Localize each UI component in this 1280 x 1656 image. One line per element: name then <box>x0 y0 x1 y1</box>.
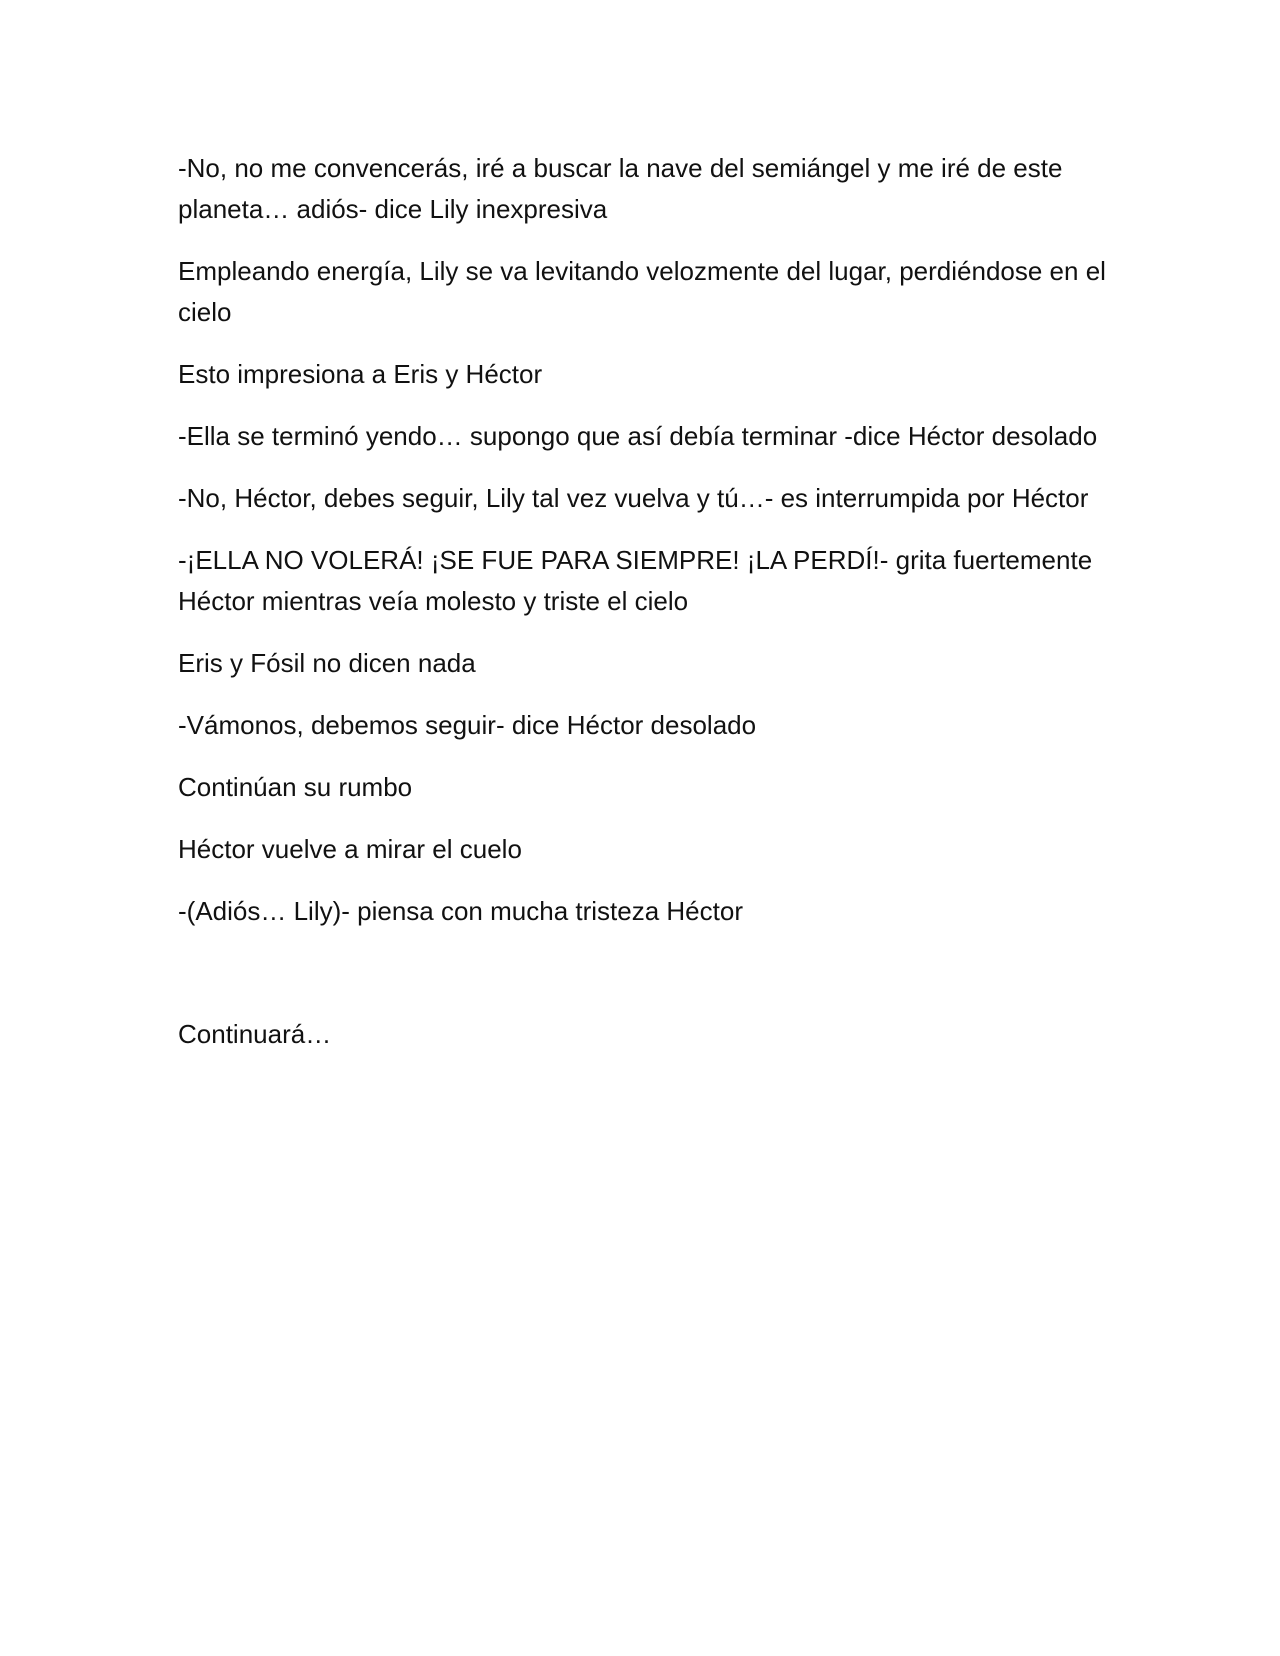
document-body <box>178 148 1118 1076</box>
paragraph: -¡ELLA NO VOLERÁ! ¡SE FUE PARA SIEMPRE! ¡LA PERDÍ!- grita fuertemente Héctor mientras veía molesto y triste el cielo <box>178 545 1093 616</box>
paragraph: Continúan su rumbo <box>178 772 413 802</box>
paragraph: Eris y Fósil no dicen nada <box>178 648 476 678</box>
paragraph: Empleando energía, Lily se va levitando velozmente del lugar, perdiéndose en el cielo <box>178 256 1106 327</box>
paragraph: -No, no me convencerás, iré a buscar la nave del semiángel y me iré de este planeta… adiós- dice Lily inexpresiva <box>178 153 1063 224</box>
paragraph: -Vámonos, debemos seguir- dice Héctor desolado <box>178 710 757 740</box>
paragraph: Esto impresiona a Eris y Héctor <box>178 359 543 389</box>
paragraph: -(Adiós… Lily)- piensa con mucha tristeza Héctor <box>178 896 743 926</box>
paragraph: -Ella se terminó yendo… supongo que así debía terminar -dice Héctor desolado <box>178 421 1098 451</box>
closing-line: Continuará… <box>178 1019 332 1049</box>
paragraph: -No, Héctor, debes seguir, Lily tal vez vuelva y tú…- es interrumpida por Héctor <box>178 483 1089 513</box>
paragraph: Héctor vuelve a mirar el cuelo <box>178 834 522 864</box>
